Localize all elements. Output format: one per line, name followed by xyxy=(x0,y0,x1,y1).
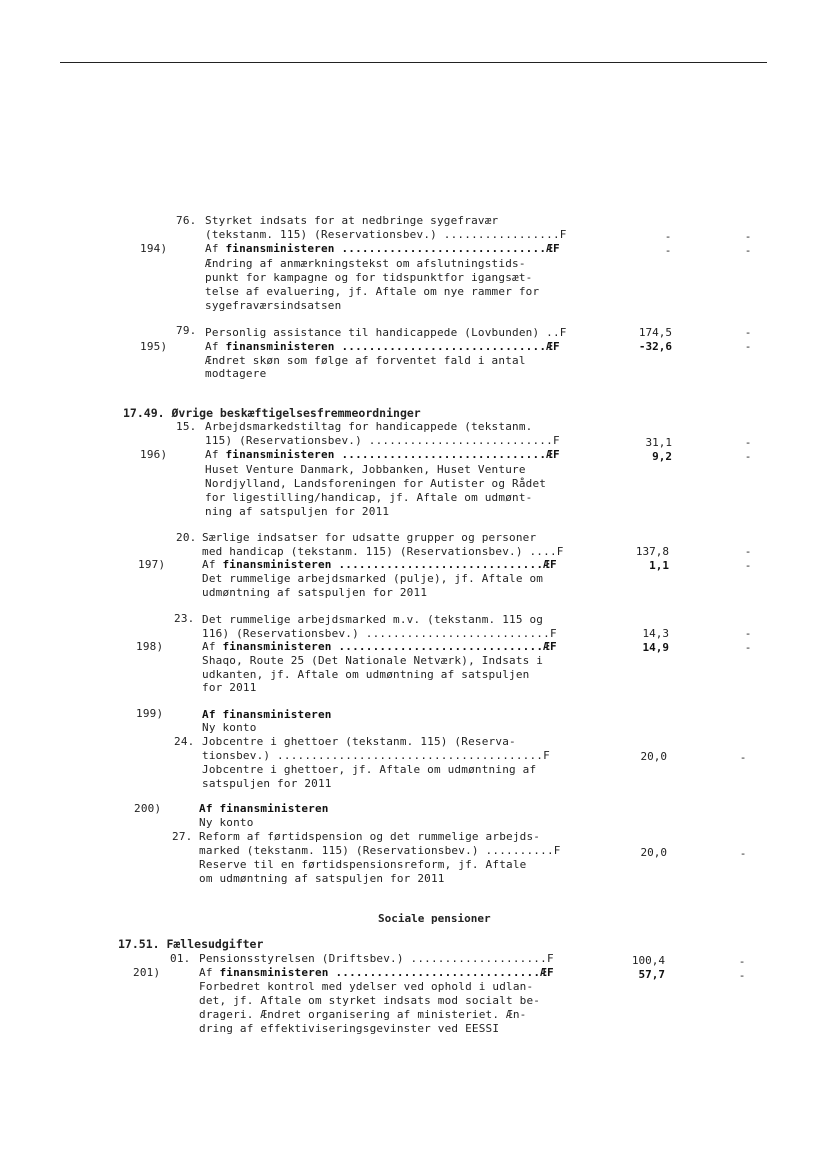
value-amount: 20,0 xyxy=(640,750,667,763)
value-dash: - xyxy=(744,559,752,572)
line-number: 76. xyxy=(176,214,197,227)
value-dash: - xyxy=(739,751,747,764)
item-text: Jobcentre i ghettoer (tekstanm. 115) (Reserva- xyxy=(202,735,516,748)
value-dash: - xyxy=(744,627,752,640)
item-text: Pensionsstyrelsen (Driftsbev.) ....................F xyxy=(199,952,554,965)
amendment-by: Af finansministeren ..............................ÆF xyxy=(199,966,554,979)
item-text: 115) (Reservationsbev.) ...........................F xyxy=(205,434,560,447)
section-heading: 17.51. Fællesudgifter xyxy=(118,937,264,951)
amendment-by: Af finansministeren xyxy=(199,802,329,815)
amendment-desc: Det rummelige arbejdsmarked (pulje), jf. Aftale om xyxy=(202,572,544,585)
value-dash: - xyxy=(738,955,746,968)
line-number: 79. xyxy=(176,324,197,337)
value-amount: 57,7 xyxy=(638,968,665,981)
new-account-label: Ny konto xyxy=(202,721,257,734)
amendment-desc: Forbedret kontrol med ydelser ved ophold i udlan- xyxy=(199,980,534,993)
item-text: Arbejdsmarkedstiltag for handicappede (tekstanm. xyxy=(205,420,533,433)
amendment-desc: Reserve til en førtidspensionsreform, jf. Aftale xyxy=(199,858,527,871)
value-amount: 9,2 xyxy=(652,450,672,463)
value-amount: 174,5 xyxy=(638,326,672,339)
item-text: 116) (Reservationsbev.) ...........................F xyxy=(202,627,557,640)
value-dash: - xyxy=(744,641,752,654)
amendment-desc: drageri. Ændret organisering af ministeriet. Æn- xyxy=(199,1008,527,1021)
value-dash: - xyxy=(744,326,752,339)
amendment-desc: modtagere xyxy=(205,367,267,380)
amendment-number: 195) xyxy=(140,340,168,353)
value-amount: -32,6 xyxy=(638,340,672,353)
amendment-number: 197) xyxy=(138,558,166,571)
line-number: 20. xyxy=(176,531,197,544)
line-number: 15. xyxy=(176,420,197,433)
line-number: 27. xyxy=(172,830,193,843)
amendment-by: Af finansministeren ..............................ÆF xyxy=(205,340,560,353)
header-rule xyxy=(60,62,767,63)
amendment-desc: for ligestilling/handicap, jf. Aftale om udmønt- xyxy=(205,491,533,504)
item-text: Det rummelige arbejdsmarked m.v. (tekstanm. 115 og xyxy=(202,613,544,626)
amendment-desc: Nordjylland, Landsforeningen for Autister og Rådet xyxy=(205,477,547,490)
amendment-desc: sygefraværsindsatsen xyxy=(205,299,342,312)
amendment-desc: udkanten, jf. Aftale om udmøntning af satspuljen xyxy=(202,668,530,681)
amendment-number: 201) xyxy=(133,966,161,979)
amendment-desc: Huset Venture Danmark, Jobbanken, Huset Venture xyxy=(205,463,526,476)
line-number: 23. xyxy=(174,612,195,625)
amendment-desc: satspuljen for 2011 xyxy=(202,777,332,790)
line-number: 24. xyxy=(174,735,195,748)
value-amount: 137,8 xyxy=(635,545,669,558)
section-heading: 17.49. Øvrige beskæftigelsesfremmeordninger xyxy=(123,406,421,420)
amendment-desc: dring af effektiviseringsgevinster ved EESSI xyxy=(199,1022,500,1035)
item-text: tionsbev.) .......................................F xyxy=(202,749,550,762)
amendment-number: 199) xyxy=(136,707,164,720)
amendment-number: 196) xyxy=(140,448,168,461)
amendment-by: Af finansministeren xyxy=(202,708,332,721)
chapter-heading: Sociale pensioner xyxy=(378,912,491,925)
amendment-by: Af finansministeren ..............................ÆF xyxy=(202,640,557,653)
value-dash: - xyxy=(664,230,672,243)
value-dash: - xyxy=(664,244,672,257)
amendment-desc: det, jf. Aftale om styrket indsats mod socialt be- xyxy=(199,994,541,1007)
value-amount: 14,3 xyxy=(642,627,669,640)
amendment-desc: Ændret skøn som følge af forventet fald i antal xyxy=(205,354,526,367)
value-dash: - xyxy=(744,436,752,449)
amendment-desc: Shaqo, Route 25 (Det Nationale Netværk), Indsats i xyxy=(202,654,544,667)
amendment-number: 200) xyxy=(134,802,162,815)
amendment-desc: om udmøntning af satspuljen for 2011 xyxy=(199,872,445,885)
amendment-by: Af finansministeren ..............................ÆF xyxy=(205,448,560,461)
amendment-by: Af finansministeren ..............................ÆF xyxy=(202,558,557,571)
item-text: Styrket indsats for at nedbringe sygefravær xyxy=(205,214,499,227)
value-dash: - xyxy=(744,340,752,353)
new-account-label: Ny konto xyxy=(199,816,254,829)
item-text: Personlig assistance til handicappede (Lovbunden) ..F xyxy=(205,326,567,339)
value-amount: 20,0 xyxy=(640,846,667,859)
item-text: marked (tekstanm. 115) (Reservationsbev.) ..........F xyxy=(199,844,561,857)
amendment-desc: for 2011 xyxy=(202,681,257,694)
value-dash: - xyxy=(744,545,752,558)
amendment-number: 198) xyxy=(136,640,164,653)
amendment-desc: udmøntning af satspuljen for 2011 xyxy=(202,586,428,599)
value-amount: 31,1 xyxy=(645,436,672,449)
line-number: 01. xyxy=(170,952,191,965)
amendment-desc: Jobcentre i ghettoer, jf. Aftale om udmøntning af xyxy=(202,763,537,776)
amendment-by: Af finansministeren ..............................ÆF xyxy=(205,242,560,255)
value-dash: - xyxy=(739,847,747,860)
value-dash: - xyxy=(744,230,752,243)
item-text: med handicap (tekstanm. 115) (Reservationsbev.) ....F xyxy=(202,545,564,558)
amendment-desc: punkt for kampagne og for tidspunktfor igangsæt- xyxy=(205,271,533,284)
value-amount: 1,1 xyxy=(649,559,669,572)
amendment-desc: telse af evaluering, jf. Aftale om nye rammer for xyxy=(205,285,540,298)
item-text: (tekstanm. 115) (Reservationsbev.) .................F xyxy=(205,228,567,241)
value-dash: - xyxy=(744,450,752,463)
value-dash: - xyxy=(744,244,752,257)
amendment-desc: Ændring af anmærkningstekst om afslutningstids- xyxy=(205,257,526,270)
item-text: Reform af førtidspension og det rummelige arbejds- xyxy=(199,830,541,843)
value-amount: 100,4 xyxy=(631,954,665,967)
amendment-number: 194) xyxy=(140,242,168,255)
value-dash: - xyxy=(738,969,746,982)
amendment-desc: ning af satspuljen for 2011 xyxy=(205,505,390,518)
item-text: Særlige indsatser for udsatte grupper og personer xyxy=(202,531,537,544)
value-amount: 14,9 xyxy=(642,641,669,654)
